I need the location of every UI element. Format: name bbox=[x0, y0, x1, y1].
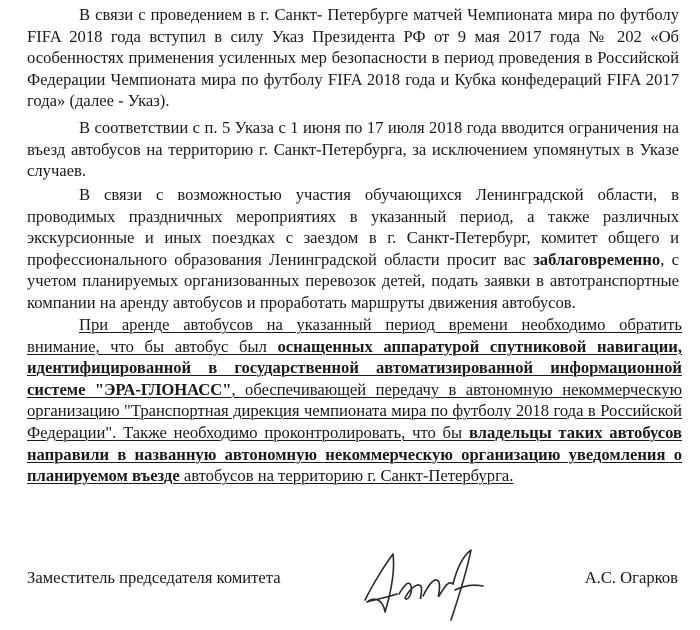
paragraph-glonass-requirement bbox=[27, 314, 682, 487]
text-segment: автобусов на территорию г. Санкт-Петербурга. bbox=[179, 466, 514, 486]
text-segment: В связи с возможностью участия обучающихся Ленинградской области, в проводимых праздничных мероприятиях в указанный период, а также различных экскурсионные и иных поездках с заездом в г. Санкт-Петербург, комитет общего и профессионального образования Ленинградской области просит вас bbox=[27, 185, 679, 269]
signatory-name: А.С. Огарков bbox=[584, 568, 678, 587]
paragraph-bus-restriction bbox=[27, 117, 679, 182]
signature-block bbox=[27, 568, 678, 588]
text-segment: оснащенных аппаратурой спутниковой навигации, идентифицированной в государственной автоматизированной информационной системе "ЭРА-ГЛОНАСС" bbox=[27, 336, 683, 399]
text-segment: , обеспечивающей передачу в автономную некоммерческую организацию "Транспортная дирекция чемпионата мира по футболу 2018 года в Российской Федерации" bbox=[27, 379, 682, 442]
text-segment: В связи с проведением в г. Санкт- Петербурге матчей Чемпионата мира по футболу FIFA 2018 года вступил в силу Указ Президента РФ от 9 мая 2017 года № 202 «Об особенностях применения усиленных мер безопасности в период проведения в Российской Федерации Чемпионата мира по футболу FIFA 2018 года и Кубка конфедераций FIFA 2017 года» (далее - Указ). bbox=[27, 5, 679, 111]
signatory-position: Заместитель председателя комитета bbox=[27, 568, 281, 587]
text-segment: . Также необходимо проконтролировать, что бы bbox=[112, 422, 469, 442]
paragraph-fifa-decree bbox=[27, 4, 679, 112]
handwritten-signature bbox=[355, 540, 495, 630]
text-segment: , с учетом планируемых организованных перевозок детей, подать заявки в автотранспортные компании на аренду автобусов и проработать маршруты движения автобусов. bbox=[27, 249, 679, 312]
text-segment: В соответствии с п. 5 Указа с 1 июня по 17 июля 2018 года вводится ограничения на въезд автобусов на территорию г. Санкт-Петербурга, за исключением упомянутых в Указе случаев. bbox=[27, 118, 679, 181]
text-segment: заблаговременно bbox=[533, 249, 661, 269]
text-segment: При аренде автобусов на указанный период времени необходимо обратить внимание, что бы автобус был bbox=[27, 315, 682, 356]
text-segment: владельцы таких автобусов направили в названную автономную некоммерческую организацию уведомления о планируемом въезде bbox=[27, 422, 683, 486]
paragraph-committee-request bbox=[27, 184, 679, 314]
